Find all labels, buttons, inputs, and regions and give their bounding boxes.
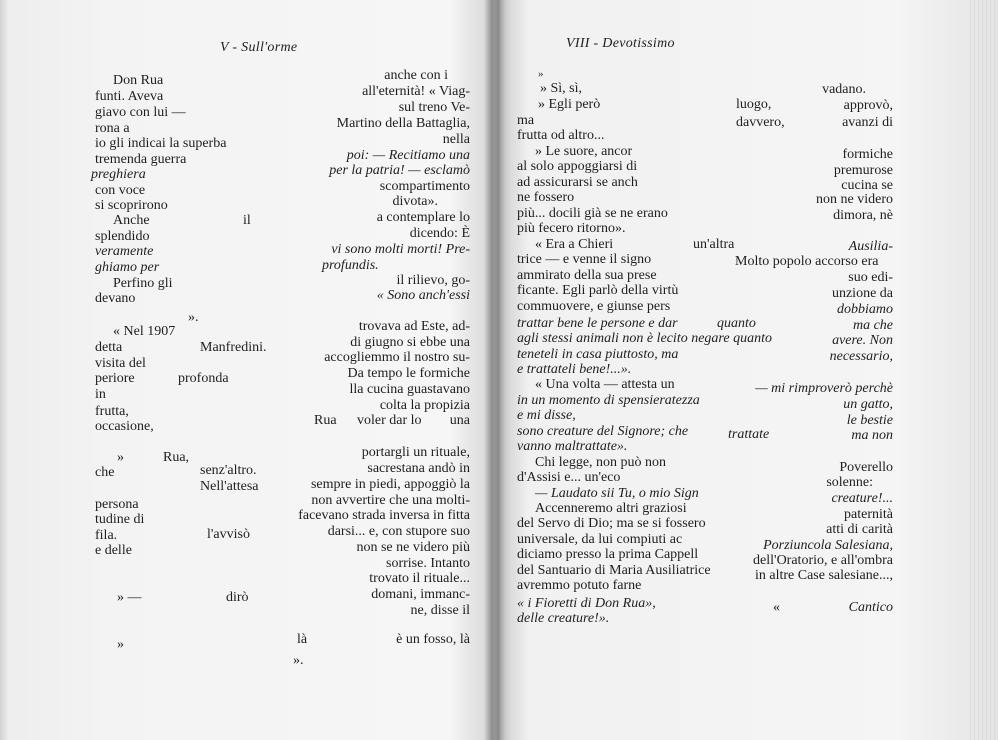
- text-line: atti di carità: [826, 522, 893, 537]
- text-line: Nell'attesa: [200, 479, 259, 494]
- text-line: ».: [293, 653, 304, 668]
- text-line: vi sono molti morti! Pre-: [331, 242, 470, 257]
- text-line: fila.: [95, 528, 118, 543]
- text-line: Martino della Battaglia,: [336, 116, 470, 131]
- text-line: vanno maltrattate».: [517, 439, 628, 454]
- text-line: a contemplare lo: [376, 210, 470, 225]
- text-line: unzione da: [831, 286, 893, 301]
- text-line: teneteli in casa piuttosto, ma: [517, 347, 679, 362]
- text-line: trattar bene le persone e dar: [517, 316, 678, 331]
- text-line: domani, immanc-: [371, 587, 470, 602]
- text-line: sono creature del Signore; che: [517, 424, 689, 439]
- text-line: persona: [95, 497, 139, 512]
- text-line: nella: [442, 132, 470, 147]
- text-line: Cantico: [848, 600, 893, 615]
- text-line: trovato il rituale...: [369, 571, 470, 586]
- text-line: lla cucina guastavano: [349, 382, 470, 397]
- text-line: avere. Non: [832, 333, 893, 348]
- text-line: voler dar lo: [357, 413, 422, 428]
- text-line: scompartimento: [379, 179, 470, 194]
- text-line: Poverello: [839, 460, 893, 475]
- text-line: ad assicurarsi se anch: [517, 175, 638, 190]
- text-line: avanzi di: [842, 115, 893, 130]
- text-line: trovava ad Este, ad-: [358, 319, 470, 334]
- text-line: solenne:: [826, 475, 873, 490]
- text-line: per la patria! — esclamò: [329, 163, 470, 178]
- text-line: e mi disse,: [517, 408, 576, 423]
- text-line: Rua,: [163, 450, 190, 465]
- text-line: luogo,: [736, 97, 772, 112]
- text-line: Ausilia-: [848, 239, 893, 254]
- text-line: universale, da lui compiuti ac: [517, 532, 683, 547]
- text-line: « i Fioretti di Don Rua»,: [517, 596, 656, 611]
- text-line: » Sì, sì,: [540, 81, 583, 96]
- text-line: giavo con lui —: [95, 105, 186, 120]
- text-line: di giugno si ebbe una: [350, 335, 470, 350]
- text-line: sul treno Ve-: [398, 100, 470, 115]
- text-line: «: [773, 600, 780, 615]
- text-line: cucina se: [841, 178, 893, 193]
- text-line: all'eternità! « Viag-: [362, 84, 470, 99]
- text-line: premurose: [833, 163, 893, 178]
- text-line: detta: [95, 340, 123, 355]
- text-line: dimora, nè: [833, 208, 893, 223]
- text-line: »: [538, 68, 544, 80]
- text-line: sorrise. Intanto: [386, 556, 470, 571]
- text-line: rona a: [95, 121, 130, 136]
- text-line: l'avvisò: [207, 527, 250, 542]
- text-line: occasione,: [95, 419, 154, 434]
- text-line: »: [117, 637, 124, 652]
- text-line: — Laudato sii Tu, o mio Sign: [535, 486, 699, 501]
- text-line: »: [117, 450, 124, 465]
- text-line: periore: [95, 371, 135, 386]
- text-line: trattate: [728, 427, 770, 442]
- text-line: profonda: [178, 371, 229, 386]
- text-line: formiche: [842, 147, 893, 162]
- text-line: in altre Case salesiane...,: [754, 568, 893, 583]
- text-line: « Sono anch'essi: [376, 288, 470, 303]
- text-line: ma: [517, 113, 535, 128]
- text-line: un'altra: [693, 237, 735, 252]
- text-line: del Servo di Dio; ma se si fossero: [517, 516, 706, 531]
- text-line: vadano.: [822, 82, 866, 97]
- text-line: in: [95, 387, 106, 402]
- left-running-header: V - Sull'orme: [220, 40, 298, 55]
- text-line: approvò,: [843, 98, 893, 113]
- text-line: portargli un rituale,: [361, 445, 470, 460]
- text-line: Chi legge, non può non: [535, 455, 667, 470]
- text-line: splendido: [95, 229, 150, 244]
- text-line: che: [95, 465, 115, 480]
- text-line: diciamo presso la prima Cappell: [517, 547, 699, 562]
- text-line: divota».: [392, 194, 438, 209]
- page-edge-right: [970, 0, 998, 740]
- text-line: preghiera: [91, 167, 146, 182]
- text-line: devano: [95, 291, 136, 306]
- text-line: il: [243, 213, 251, 228]
- text-line: frutta,: [95, 404, 129, 419]
- text-line: ma non: [851, 428, 893, 443]
- text-line: Da tempo le formiche: [347, 366, 470, 381]
- text-line: Perfino gli: [113, 276, 173, 291]
- text-line: Molto popolo accorso era: [735, 254, 879, 269]
- text-line: Anche: [113, 213, 150, 228]
- text-line: Rua: [314, 413, 337, 428]
- text-line: profundis.: [322, 258, 379, 273]
- text-line: darsi... e, con stupore suo: [327, 524, 470, 539]
- text-line: io gli indicai la superba: [95, 136, 227, 151]
- text-line: agli stessi animali non è lecito negare quanto: [517, 331, 772, 346]
- text-line: non avvertire che una molti-: [311, 493, 470, 508]
- text-line: anche con i: [384, 68, 448, 83]
- text-line: del Santuario di Maria Ausiliatrice: [517, 563, 711, 578]
- text-line: non se ne videro più: [356, 540, 470, 555]
- text-line: — mi rimproverò perchè: [755, 381, 893, 396]
- text-line: si scoprirono: [95, 198, 168, 213]
- text-line: Don Rua: [113, 73, 164, 88]
- text-line: in un momento di spensieratezza: [517, 393, 700, 408]
- text-line: e trattateli bene!...».: [517, 362, 632, 377]
- text-line: « Una volta — attesta un: [535, 377, 675, 392]
- text-line: tudine di: [95, 512, 145, 527]
- text-line: sempre in piedi, appoggiò la: [310, 477, 470, 492]
- text-line: creature!...: [831, 491, 893, 506]
- text-line: tremenda guerra: [95, 152, 187, 167]
- text-line: avremmo potuto farne: [517, 578, 642, 593]
- text-line: ne, disse il: [410, 603, 470, 618]
- text-line: suo edi-: [848, 270, 893, 285]
- text-line: commuovere, e giunse pers: [517, 299, 671, 314]
- text-line: delle creature!».: [517, 611, 610, 626]
- text-line: senz'altro.: [200, 463, 257, 478]
- text-line: » —: [117, 590, 142, 605]
- text-line: ammirato della sua prese: [517, 268, 657, 283]
- text-line: più... docili già se ne erano: [517, 206, 668, 221]
- text-line: e delle: [95, 543, 132, 558]
- page-edge-left: [0, 0, 8, 740]
- text-line: Accenneremo altri graziosi: [535, 501, 687, 516]
- text-line: « Era a Chieri: [535, 237, 614, 252]
- right-running-header: VIII - Devotissimo: [566, 36, 675, 51]
- text-line: il rilievo, go-: [396, 273, 470, 288]
- text-line: » Egli però: [538, 97, 601, 112]
- text-line: là: [297, 632, 308, 647]
- text-line: ma che: [852, 318, 893, 333]
- text-line: dell'Oratorio, e all'ombra: [753, 553, 893, 568]
- text-line: ne fossero: [517, 190, 575, 205]
- text-line: sacrestana andò in: [367, 461, 470, 476]
- text-line: colta la propizia: [379, 398, 470, 413]
- book-gutter: [484, 0, 510, 740]
- text-line: davvero,: [736, 115, 785, 130]
- text-line: non ne videro: [816, 192, 893, 207]
- text-line: dobbiamo: [837, 302, 893, 317]
- text-line: veramente: [95, 244, 154, 259]
- text-line: paternità: [844, 507, 893, 522]
- text-line: più fecero ritorno».: [517, 221, 626, 236]
- text-line: visita del: [95, 356, 146, 371]
- text-line: con voce: [95, 183, 146, 198]
- text-line: Porziuncola Salesiana,: [763, 538, 893, 553]
- text-line: Manfredini.: [200, 340, 267, 355]
- text-line: poi: — Recitiamo una: [346, 148, 470, 163]
- text-line: accogliemmo il nostro su-: [324, 350, 470, 365]
- text-line: quanto: [717, 316, 756, 331]
- text-line: una: [449, 413, 470, 428]
- text-line: ».: [188, 310, 199, 325]
- text-line: funti. Aveva: [95, 89, 164, 104]
- text-line: dicendo: È: [409, 226, 470, 241]
- text-line: frutta od altro...: [517, 128, 605, 143]
- text-line: dirò: [226, 590, 249, 605]
- text-line: facevano strada inversa in fitta: [298, 508, 470, 523]
- text-line: è un fosso, là: [396, 632, 470, 647]
- text-line: al solo appoggiarsi di: [517, 159, 638, 174]
- text-line: ficante. Egli parlò della virtù: [517, 283, 679, 298]
- text-line: necessario,: [829, 349, 893, 364]
- text-line: d'Assisi e... un'eco: [517, 470, 621, 485]
- text-line: le bestie: [846, 413, 893, 428]
- text-line: un gatto,: [843, 397, 893, 412]
- text-line: » Le suore, ancor: [535, 144, 633, 159]
- text-line: trice — e venne il signo: [517, 252, 652, 267]
- text-line: ghiamo per: [95, 260, 160, 275]
- text-line: « Nel 1907: [113, 324, 176, 339]
